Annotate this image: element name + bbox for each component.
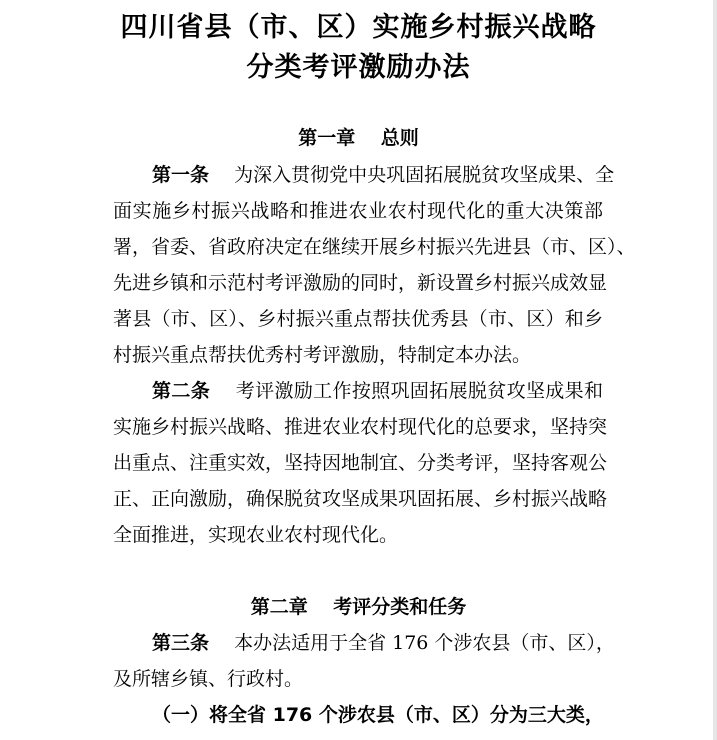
article-3-line: 及所辖乡镇、行政村。 — [113, 668, 304, 690]
article-3-label: 第三条 — [152, 632, 210, 654]
article-2-text: 考评激励工作按照巩固拓展脱贫攻坚成果和 — [235, 380, 603, 402]
article-1-line: 著县（市、区）、乡村振兴重点帮扶优秀县（市、区）和乡 — [113, 308, 603, 330]
article-2-line: 全面推进，实现农业农村现代化。 — [113, 524, 399, 546]
article-1-line: 先进乡镇和示范村考评激励的同时，新设置乡村振兴成效显 — [113, 272, 608, 294]
article-1-line: 村振兴重点帮扶优秀村考评激励，特制定本办法。 — [113, 344, 532, 366]
clause-1-line: （一）将全省 176 个涉农县（市、区）分为三大类， — [152, 704, 604, 726]
article-2-line: 出重点、注重实效，坚持因地制宜、分类考评，坚持客观公 — [113, 452, 608, 474]
article-1-text: 为深入贯彻党中央巩固拓展脱贫攻坚成果、全 — [234, 164, 615, 186]
article-3-line — [152, 629, 615, 657]
article-2-line — [152, 377, 603, 405]
document-title-line-1: 四川省县（市、区）实施乡村振兴战略 — [120, 12, 597, 43]
article-2-line: 实施乡村振兴战略、推进农业农村现代化的总要求，坚持突 — [113, 416, 608, 438]
chapter-heading-1: 第一章 总则 — [298, 127, 419, 149]
article-3-text: 本办法适用于全省 176 个涉农县（市、区）， — [234, 632, 615, 654]
article-1-line: 署，省委、省政府决定在继续开展乡村振兴先进县（市、区）、 — [113, 236, 636, 258]
chapter-heading-2: 第二章 考评分类和任务 — [250, 596, 467, 618]
article-1-line — [152, 161, 615, 189]
article-1-label: 第一条 — [152, 164, 210, 186]
article-2-label: 第二条 — [152, 380, 211, 402]
article-1-line: 面实施乡村振兴战略和推进农业农村现代化的重大决策部 — [113, 200, 603, 222]
article-2-line: 正、正向激励，确保脱贫攻坚成果巩固拓展、乡村振兴战略 — [113, 488, 608, 510]
page-edge — [713, 0, 717, 740]
document-title-line-2: 分类考评激励办法 — [246, 52, 471, 83]
